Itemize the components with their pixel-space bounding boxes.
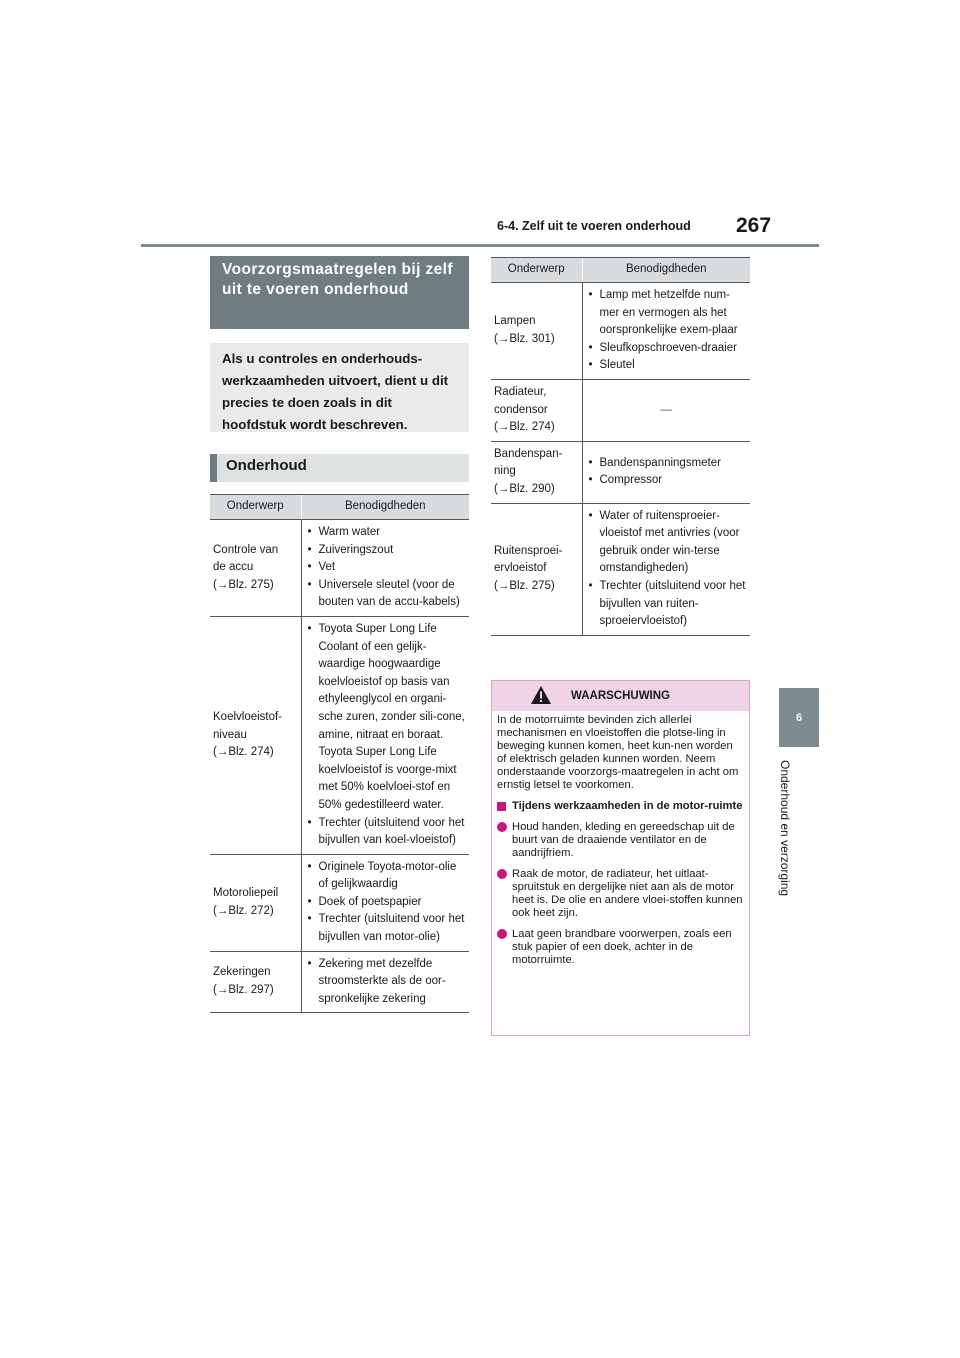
table-row <box>491 379 750 441</box>
warning-item <box>497 868 744 920</box>
topic-line: (→Blz. 290) <box>494 482 555 495</box>
circle-bullet-icon <box>497 869 507 879</box>
table-row <box>210 520 469 617</box>
topic-line: de accu <box>213 561 254 574</box>
topic-line: niveau <box>213 728 247 741</box>
supply-item: • Zuiveringszout <box>305 542 467 560</box>
supplies-cell <box>301 616 469 854</box>
topic-cell <box>210 520 301 617</box>
warning-item <box>497 821 744 860</box>
topic-line: Motoroliepeil <box>213 887 279 900</box>
supplies-cell <box>301 520 469 617</box>
table-row <box>210 616 469 854</box>
topic-line: (→Blz. 301) <box>494 332 555 345</box>
topic-cell <box>491 283 582 380</box>
supplies-list <box>586 508 748 631</box>
table-row <box>491 441 750 503</box>
warning-subheading <box>497 800 744 813</box>
topic-cell <box>491 379 582 441</box>
chapter-label-text: Onderhoud en verzorging <box>778 760 792 897</box>
supplies-cell <box>582 283 750 380</box>
supplies-cell <box>582 503 750 635</box>
supply-item: • Universele sleutel (voor de bouten van de accu-kabels) <box>305 577 467 612</box>
topic-line: (→Blz. 275) <box>494 579 555 592</box>
supplies-list <box>586 455 748 490</box>
supplies-list <box>305 621 467 850</box>
page-number: 267 <box>736 214 772 237</box>
topic-line: (→Blz. 275) <box>213 578 274 591</box>
topic-line: (→Blz. 274) <box>213 746 274 759</box>
warning-item-text: Houd handen, kleding en gereedschap uit de buurt van de draaiende ventilator en de aandrijfriem. <box>512 821 735 859</box>
warning-icon <box>530 685 552 705</box>
supplies-list <box>305 524 467 612</box>
supplies-cell <box>582 441 750 503</box>
supplies-list <box>305 859 467 947</box>
supply-item: • Lamp met hetzelfde num-mer en vermogen als het oorspronkelijke exem-plaar <box>586 287 748 340</box>
supplies-cell <box>582 379 750 441</box>
warning-intro: In de motorruimte bevinden zich allerlei mechanismen en vloeistoffen die plotse-ling in beweging kunnen komen, heet kun-nen worden of elektrisch geladen kunnen worden. Neem onderstaande voorzorgs-maatregelen in acht om ernstig letsel te voorkomen. <box>497 714 739 791</box>
supply-item: • Compressor <box>586 472 748 490</box>
topic-line: Zekeringen <box>213 966 271 979</box>
col-header-onderwerp: Onderwerp <box>491 258 582 283</box>
topic-line: (→Blz. 274) <box>494 421 555 434</box>
warning-body <box>492 711 749 978</box>
warning-item-text: Raak de motor, de radiateur, het uitlaat-spruitstuk en dergelijke niet aan als de motor heet is. De olie en andere vloei-stoffen kunnen ook heet zijn. <box>512 868 743 919</box>
section-title: 6-4. Zelf uit te voeren onderhoud <box>497 219 691 233</box>
table-row <box>491 283 750 380</box>
supply-item: • Sleufkopschroeven-draaier <box>586 340 748 358</box>
supply-item: • Trechter (uitsluitend voor het bijvullen van motor-olie) <box>305 911 467 946</box>
warning-subheading-text: Tijdens werkzaamheden in de motor-ruimte <box>512 800 743 812</box>
warning-box <box>491 680 750 1036</box>
topic-line: Koelvloeistof- <box>213 710 283 723</box>
warning-title: WAARSCHUWING <box>570 690 671 702</box>
maintenance-heading: Onderhoud <box>210 454 469 482</box>
chapter-tab[interactable]: 6 <box>779 688 819 747</box>
circle-bullet-icon <box>497 929 507 939</box>
topic-cell <box>210 951 301 1013</box>
topic-line: (→Blz. 272) <box>213 904 274 917</box>
maintenance-table-left <box>210 494 469 1013</box>
supply-item: • Sleutel <box>586 357 748 375</box>
supply-item: • Bandenspanningsmeter <box>586 455 748 473</box>
supplies-cell <box>301 854 469 951</box>
header-rule <box>141 244 819 247</box>
supply-item: • Toyota Super Long Life Coolant of een gelijk-waardige hoogwaardige koelvloeistof op basis van ethyleenglycol en organi-sche zuren, zonder sili-cone, amine, nitraat en boraat. Toyota Super Long Life koelvloeistof is voorge-mixt met 50% koelvloei-stof en 50% gedestilleerd water. <box>305 621 467 815</box>
topic-line: Bandenspan- <box>494 447 563 460</box>
topic-line: condensor <box>494 403 548 416</box>
topic-cell <box>210 616 301 854</box>
warning-items <box>497 821 744 967</box>
circle-bullet-icon <box>497 822 507 832</box>
supply-item: • Water of ruitensproeier-vloeistof met antivries (voor gebruik onder win-terse omstandigheden) <box>586 508 748 578</box>
supplies-cell <box>301 951 469 1013</box>
supplies-list <box>305 956 467 1009</box>
square-bullet-icon <box>497 802 506 811</box>
supply-item: • Zekering met dezelfde stroomsterkte als de oor-spronkelijke zekering <box>305 956 467 1009</box>
topic-cell <box>491 441 582 503</box>
warning-header <box>492 681 749 711</box>
col-header-benodigdheden: Benodigdheden <box>301 495 469 520</box>
topic-line: ervloeistof <box>494 562 547 575</box>
supply-item: • Vet <box>305 559 467 577</box>
topic-cell <box>210 854 301 951</box>
table-row <box>210 854 469 951</box>
topic-line: ning <box>494 465 516 478</box>
empty-dash: — <box>660 403 672 416</box>
chapter-label <box>778 760 806 920</box>
topic-line: Ruitensproei- <box>494 544 563 557</box>
supplies-list <box>586 287 748 375</box>
topic-line: Lampen <box>494 315 536 328</box>
precautions-title: Voorzorgsmaatregelen bij zelf uit te voeren onderhoud <box>210 256 469 329</box>
supply-item: • Originele Toyota-motor-olie of gelijkwaardig <box>305 859 467 894</box>
supply-item: • Trechter (uitsluitend voor het bijvullen van koel-vloeistof) <box>305 815 467 850</box>
warning-item-text: Laat geen brandbare voorwerpen, zoals een stuk papier of een doek, achter in de motorruimte. <box>512 928 732 966</box>
precautions-intro: Als u controles en onderhouds-werkzaamheden uitvoert, dient u dit precies te doen zoals in dit hoofdstuk wordt beschreven. <box>210 343 469 432</box>
topic-line: Controle van <box>213 543 279 556</box>
topic-line: Radiateur, <box>494 385 547 398</box>
supply-item: • Warm water <box>305 524 467 542</box>
col-header-benodigdheden: Benodigdheden <box>582 258 750 283</box>
topic-line: (→Blz. 297) <box>213 984 274 997</box>
maintenance-table-right <box>491 257 750 636</box>
warning-item <box>497 928 744 967</box>
supply-item: • Doek of poetspapier <box>305 894 467 912</box>
table-row <box>491 503 750 635</box>
col-header-onderwerp: Onderwerp <box>210 495 301 520</box>
supply-item: • Trechter (uitsluitend voor het bijvullen van ruiten-sproeiervloeistof) <box>586 578 748 631</box>
topic-cell <box>491 503 582 635</box>
table-row <box>210 951 469 1013</box>
